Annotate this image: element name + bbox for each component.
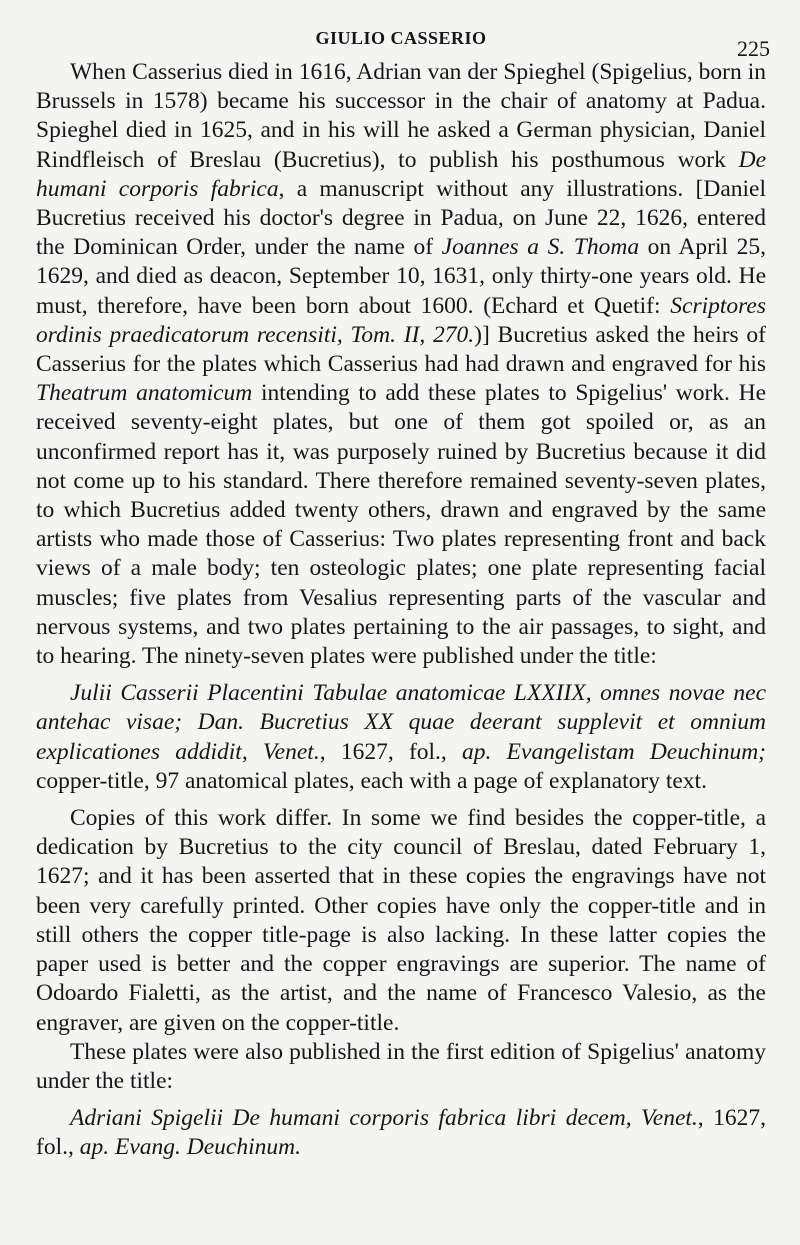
text-span: , 1627, fol., (36, 1105, 766, 1161)
text-span: on April 25, 1629, and died as deacon, September 10, 1631, only thirty-one years old. He must, therefore, have been born about 1600. (Echard et Quetif: (36, 234, 767, 319)
italic-name: Joannes a S. Thoma (441, 234, 640, 261)
text-span: copper-title, 97 anatomical plates, each with a page of explanatory text. (36, 767, 707, 794)
italic-title: Julii Casserii Placentini Tabulae anatomicae LXXIIX, omnes novae nec antehac visae; Dan. Bucretius XX quae deerant supplevit et omnium explicationes addidit, Venet. (36, 680, 766, 765)
text-span: intending to add these plates to Spigelius' work. He received seventy-eight plates, but one of them got spoiled or, as an unconfirmed report has it, was purposely ruined by Bucretius because it did not come up to his standard. There therefore remained seventy-seven plates, to which Bucretius added twenty others, drawn and engraved by the same artists who made those of Casserius: Two plates representing front and back views of a male body; ten osteologic plates; one plate representing facial muscles; five plates from Vesalius representing parts of the vascular and nervous systems, and two plates pertaining to the air passages, to sight, and to hearing. The ninety-seven plates were published under the title: (36, 380, 766, 670)
paragraph-casserius-death (36, 58, 766, 671)
text-span: , a manuscript without any illustrations. [Daniel Bucretius received his doctor's degree in Padua, on June 22, 1626, entered the Dominican Order, under the name of (36, 175, 766, 261)
italic-publisher: ap. Evangelistam Deuchinum; (462, 738, 766, 765)
text-span: , 1627, fol., (319, 738, 463, 765)
citation-spigelii-fabrica (36, 1104, 766, 1162)
citation-tabulae-anatomicae (36, 679, 766, 796)
book-page (36, 22, 770, 1163)
italic-title: Theatrum anatomicum (36, 380, 253, 407)
italic-title: De humani corporis fabrica (36, 146, 766, 202)
page-number: 225 (737, 36, 770, 61)
paragraph-copies-differ: Copies of this work differ. In some we find besides the copper-title, a dedication by Bucretius to the city council of Breslau, dated February 1, 1627; and it has been asserted that in these copies the engravings have not been very carefully printed. Other copies have only the copper-title and in still others the copper title-page is also lacking. In these latter copies the paper used is better and the copper engravings are superior. The name of Odoardo Fialetti, as the artist, and the name of Francesco Valesio, as the engraver, are given on the copper-title. (36, 805, 766, 1036)
running-head (36, 22, 770, 61)
italic-publisher: ap. Evang. Deuchinum. (79, 1134, 301, 1161)
italic-reference: Scriptores ordinis praedicatorum recensiti, Tom. II, 270. (36, 292, 766, 348)
running-title: GIULIO CASSERIO (315, 28, 487, 48)
text-span: When Casserius died in 1616, Adrian van der Spieghel (Spigelius, born in Brussels in 1578) became his successor in the chair of anatomy at Padua. Spieghel died in 1625, and in his will he asked a German physician, Daniel Rindfleisch of Breslau (Bucretius), to publish his posthumous work (36, 59, 766, 173)
paragraph-first-edition: These plates were also published in the first edition of Spigelius' anatomy under the title: (36, 1038, 766, 1094)
italic-title: Adriani Spigelii De humani corporis fabrica libri decem, Venet. (70, 1105, 698, 1132)
text-span: )] Bucretius asked the heirs of Casserius for the plates which Casserius had had drawn and engraved for his (36, 321, 766, 378)
